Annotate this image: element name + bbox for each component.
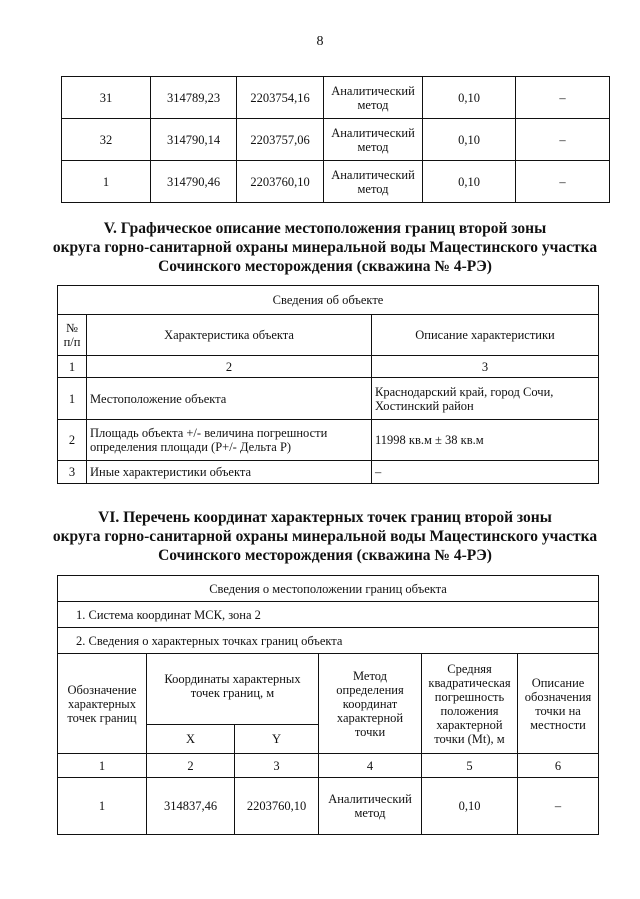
column-header-number: № п/п [58,315,87,356]
index-cell: 3 [372,356,599,378]
index-cell: 1 [58,356,87,378]
point-number: 1 [58,778,147,835]
coord-x: 314837,46 [147,778,235,835]
table-row [62,119,610,161]
method: Аналитический метод [324,119,423,161]
index-cell: 2 [87,356,372,378]
method: Аналитический метод [324,77,423,119]
top-coordinates-table [61,76,610,203]
point-number: 32 [62,119,151,161]
table-row: 3 Иные характеристики объекта – [58,461,599,484]
column-header-accuracy: Средняя квадратическая погрешность положения характерной точки (Mt), м [422,654,518,754]
table-row: 1 Местоположение объекта Краснодарский край, город Сочи, Хостинский район [58,378,599,420]
description: – [516,77,610,119]
points-info-line: 2. Сведения о характерных точках границ объекта [58,628,599,654]
column-header-characteristic: Характеристика объекта [87,315,372,356]
description: – [516,119,610,161]
index-cell: 3 [235,754,319,778]
accuracy: 0,10 [423,119,516,161]
index-cell: 2 [147,754,235,778]
coord-y: 2203760,10 [237,161,324,203]
point-number: 31 [62,77,151,119]
index-cell: 4 [319,754,422,778]
point-number: 1 [62,161,151,203]
description: – [516,161,610,203]
coord-y: 2203757,06 [237,119,324,161]
coordinate-system-line: 1. Система координат МСК, зона 2 [58,602,599,628]
table-row: 2 Площадь объекта +/- величина погрешности определения площади (P+/- Дельта P) 11998 кв.м ± 38 кв.м [58,420,599,461]
object-info-table [57,285,599,484]
section-5-heading: V. Графическое описание местоположения границ второй зоны округа горно-санитарной охраны минеральной воды Мацестинского участка Сочинского месторождения (скважина № 4-РЭ) [52,220,598,275]
accuracy: 0,10 [423,161,516,203]
coord-y: 2203760,10 [235,778,319,835]
index-cell: 1 [58,754,147,778]
table-row [62,77,610,119]
column-header-description: Описание характеристики [372,315,599,356]
page-number: 8 [316,34,324,49]
table-title: Сведения об объекте [58,286,599,315]
coord-y: 2203754,16 [237,77,324,119]
method: Аналитический метод [319,778,422,835]
column-header-method: Метод определения координат характерной точки [319,654,422,754]
table-row [58,778,599,835]
accuracy: 0,10 [423,77,516,119]
column-header-coordinates: Координаты характерных точек границ, м [147,654,319,725]
table-row [62,161,610,203]
boundary-points-table [57,575,599,835]
index-cell: 5 [422,754,518,778]
method: Аналитический метод [324,161,423,203]
coord-x: 314790,14 [151,119,237,161]
coord-x: 314789,23 [151,77,237,119]
column-header-point: Обозначение характерных точек границ [58,654,147,754]
table-title: Сведения о местоположении границ объекта [58,576,599,602]
accuracy: 0,10 [422,778,518,835]
description: – [518,778,599,835]
column-header-y: Y [235,725,319,754]
section-6-heading: VI. Перечень координат характерных точек границ второй зоны округа горно-санитарной охраны минеральной воды Мацестинского участка Сочинского месторождения (скважина № 4-РЭ) [52,509,598,564]
column-header-description: Описание обозначения точки на местности [518,654,599,754]
column-header-x: X [147,725,235,754]
coord-x: 314790,46 [151,161,237,203]
index-cell: 6 [518,754,599,778]
